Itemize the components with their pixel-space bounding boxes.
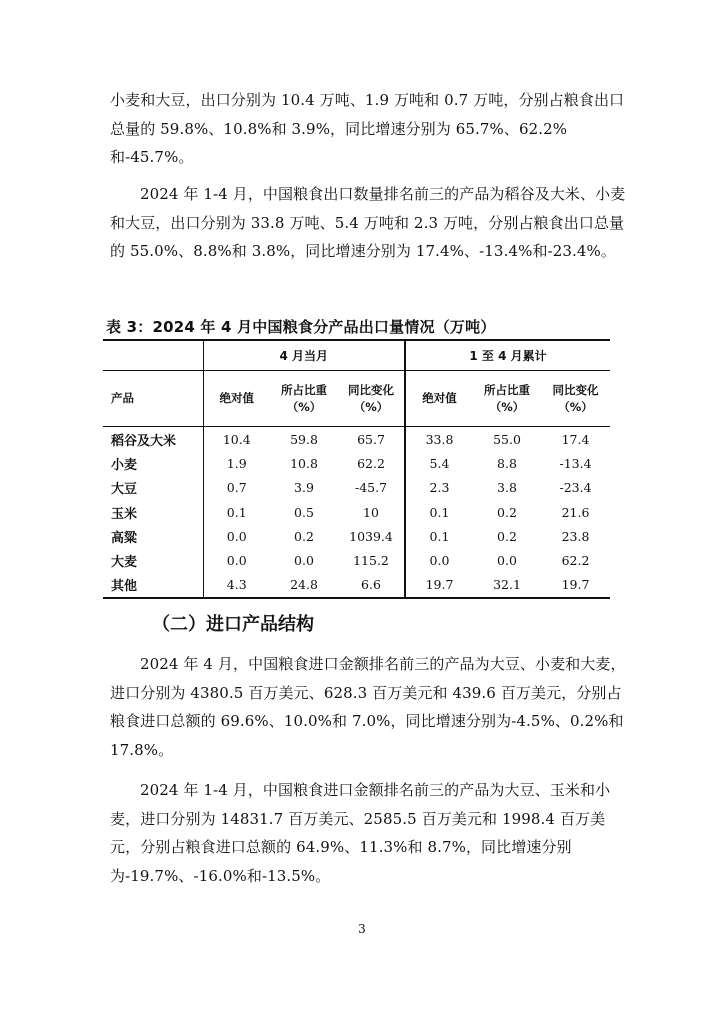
table-row: 稻谷及大米 10.4 59.8 65.7 33.8 55.0 17.4 [103, 427, 610, 452]
header-month-yoy: 同比变化 （%） [338, 371, 405, 427]
header-group-month: 4 月当月 [203, 340, 405, 371]
page-number: 3 [358, 922, 366, 936]
header-cum-abs: 绝对值 [405, 371, 473, 427]
paragraph-export-april-cont: 小麦和大豆，出口分别为 10.4 万吨、1.9 万吨和 0.7 万吨，分别占粮食出口总量的 59.8%、10.8%和 3.9%，同比增速分别为 65.7%、62.2%和-45.7%。 [110, 91, 625, 166]
table-row: 高粱 0.0 0.2 1039.4 0.1 0.2 23.8 [103, 524, 610, 548]
header-cum-yoy: 同比变化 （%） [541, 371, 610, 427]
header-month-share: 所占比重 （%） [270, 371, 338, 427]
header-group-cumulative: 1 至 4 月累计 [405, 340, 610, 371]
header-product: 产品 [103, 371, 203, 427]
table-row: 大豆 0.7 3.9 -45.7 2.3 3.8 -23.4 [103, 476, 610, 500]
export-volume-table [103, 339, 610, 599]
table-row: 其他 4.3 24.8 6.6 19.7 32.1 19.7 [103, 573, 610, 598]
header-month-abs: 绝对值 [203, 371, 270, 427]
header-cum-share: 所占比重 （%） [473, 371, 541, 427]
table-caption: 表 3：2024 年 4 月中国粮食分产品出口量情况（万吨） [106, 318, 496, 336]
paragraph-export-jan-apr: 2024 年 1-4 月，中国粮食出口数量排名前三的产品为稻谷及大米、小麦和大豆，出口分别为 33.8 万吨、5.4 万吨和 2.3 万吨，分别占粮食出口总量的 55.0%、8.8%和 3.8%，同比增速分别为 17.4%、-13.4%和-23.4%。 [110, 185, 626, 260]
table-row: 小麦 1.9 10.8 62.2 5.4 8.8 -13.4 [103, 451, 610, 475]
table-row: 玉米 0.1 0.5 10 0.1 0.2 21.6 [103, 500, 610, 524]
paragraph-import-jan-apr: 2024 年 1-4 月，中国粮食进口金额排名前三的产品为大豆、玉米和小麦，进口分别为 14831.7 百万美元、2585.5 百万美元和 1998.4 百万美元，分别占粮食进口总额的 64.9%、11.3%和 8.7%，同比增速分别为-19.7%、-16.0%和-13.5%。 [110, 781, 611, 885]
section-heading-import-structure: （二）进口产品结构 [152, 614, 314, 635]
table-row: 大麦 0.0 0.0 115.2 0.0 0.0 62.2 [103, 548, 610, 572]
header-blank [103, 340, 203, 371]
paragraph-import-april: 2024 年 4 月，中国粮食进口金额排名前三的产品为大豆、小麦和大麦，进口分别为 4380.5 百万美元、628.3 百万美元和 439.6 百万美元，分别占粮食进口总额的 69.6%、10.0%和 7.0%，同比增速分别为-4.5%、0.2%和 17.8%。 [110, 655, 626, 759]
